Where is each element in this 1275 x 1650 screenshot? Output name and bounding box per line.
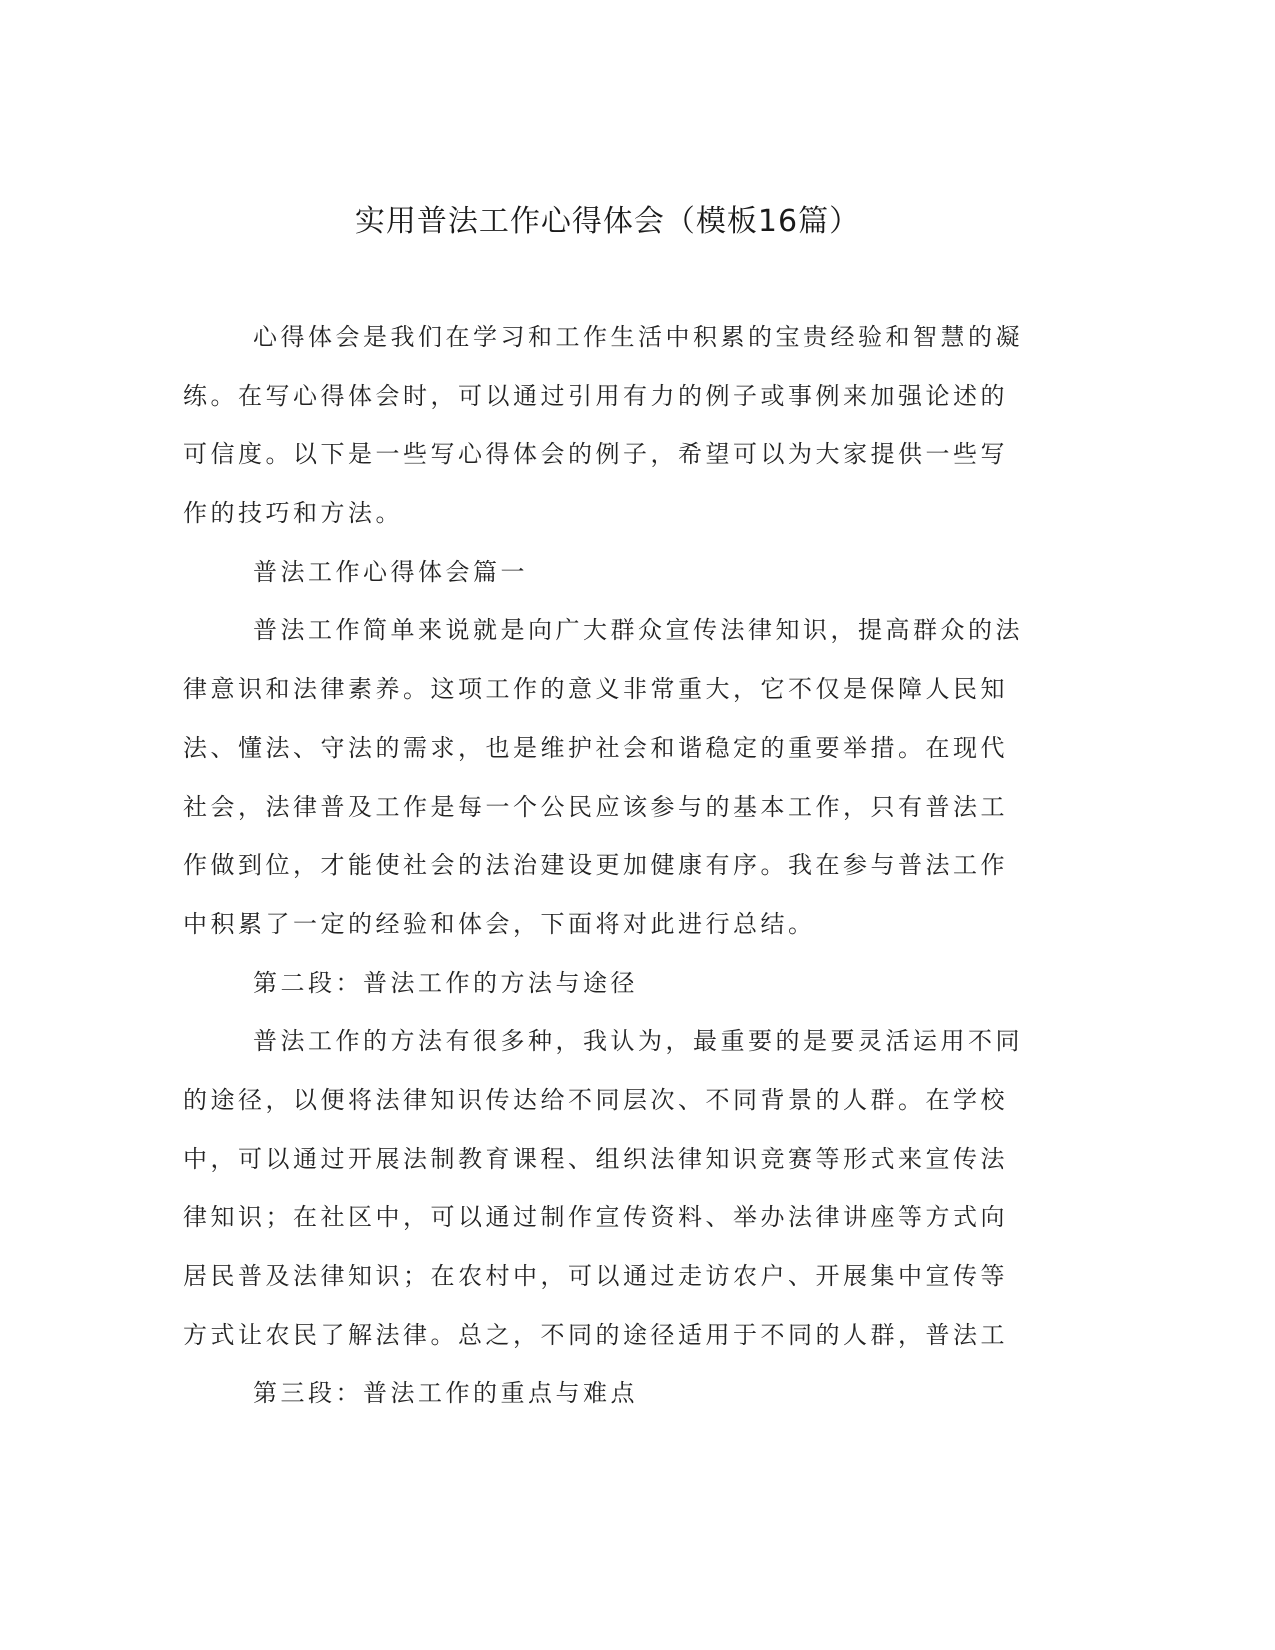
paragraph-line: 律知识；在社区中，可以通过制作宣传资料、举办法律讲座等方式向 bbox=[183, 1203, 1008, 1232]
paragraph-line: 普法工作简单来说就是向广大群众宣传法律知识，提高群众的法 bbox=[253, 616, 1023, 645]
paragraph-intro bbox=[183, 308, 1063, 543]
paragraph-line: 律意识和法律素养。这项工作的意义非常重大，它不仅是保障人民知 bbox=[183, 675, 1008, 704]
paragraph-line: 中积累了一定的经验和体会，下面将对此进行总结。 bbox=[183, 909, 816, 938]
paragraph-line: 的途径，以便将法律知识传达给不同层次、不同背景的人群。在学校 bbox=[183, 1085, 1008, 1114]
document-body bbox=[183, 308, 1063, 1423]
paragraph-line: 方式让农民了解法律。总之，不同的途径适用于不同的人群，普法工 bbox=[183, 1320, 1008, 1349]
paragraph-line: 心得体会是我们在学习和工作生活中积累的宝贵经验和智慧的凝 bbox=[253, 323, 1023, 351]
paragraph-line: 居民普及法律知识；在农村中，可以通过走访农户、开展集中宣传等 bbox=[183, 1262, 1008, 1290]
paragraph-line: 练。在写心得体会时，可以通过引用有力的例子或事例来加强论述的 bbox=[183, 381, 1008, 410]
paragraph-line: 中，可以通过开展法制教育课程、组织法律知识竞赛等形式来宣传法 bbox=[183, 1144, 1008, 1173]
paragraph-line: 作做到位，才能使社会的法治建设更加健康有序。我在参与普法工作 bbox=[183, 851, 1008, 880]
paragraph-line: 作的技巧和方法。 bbox=[183, 499, 403, 528]
paragraph-part-two bbox=[183, 1012, 1063, 1364]
paragraph-line: 社会，法律普及工作是每一个公民应该参与的基本工作，只有普法工 bbox=[183, 792, 1008, 821]
section-heading: 第二段：普法工作的方法与途径 bbox=[253, 968, 638, 997]
paragraph-line: 普法工作的方法有很多种，我认为，最重要的是要灵活运用不同 bbox=[253, 1027, 1023, 1056]
section-heading: 第三段：普法工作的重点与难点 bbox=[253, 1379, 638, 1408]
paragraph-part-one bbox=[183, 601, 1063, 953]
document-title: 实用普法工作心得体会（模板16篇） bbox=[354, 204, 861, 239]
section-heading: 普法工作心得体会篇一 bbox=[253, 557, 528, 586]
paragraph-line: 可信度。以下是一些写心得体会的例子，希望可以为大家提供一些写 bbox=[183, 440, 1008, 469]
paragraph-line: 法、懂法、守法的需求，也是维护社会和谐稳定的重要举措。在现代 bbox=[183, 733, 1008, 762]
